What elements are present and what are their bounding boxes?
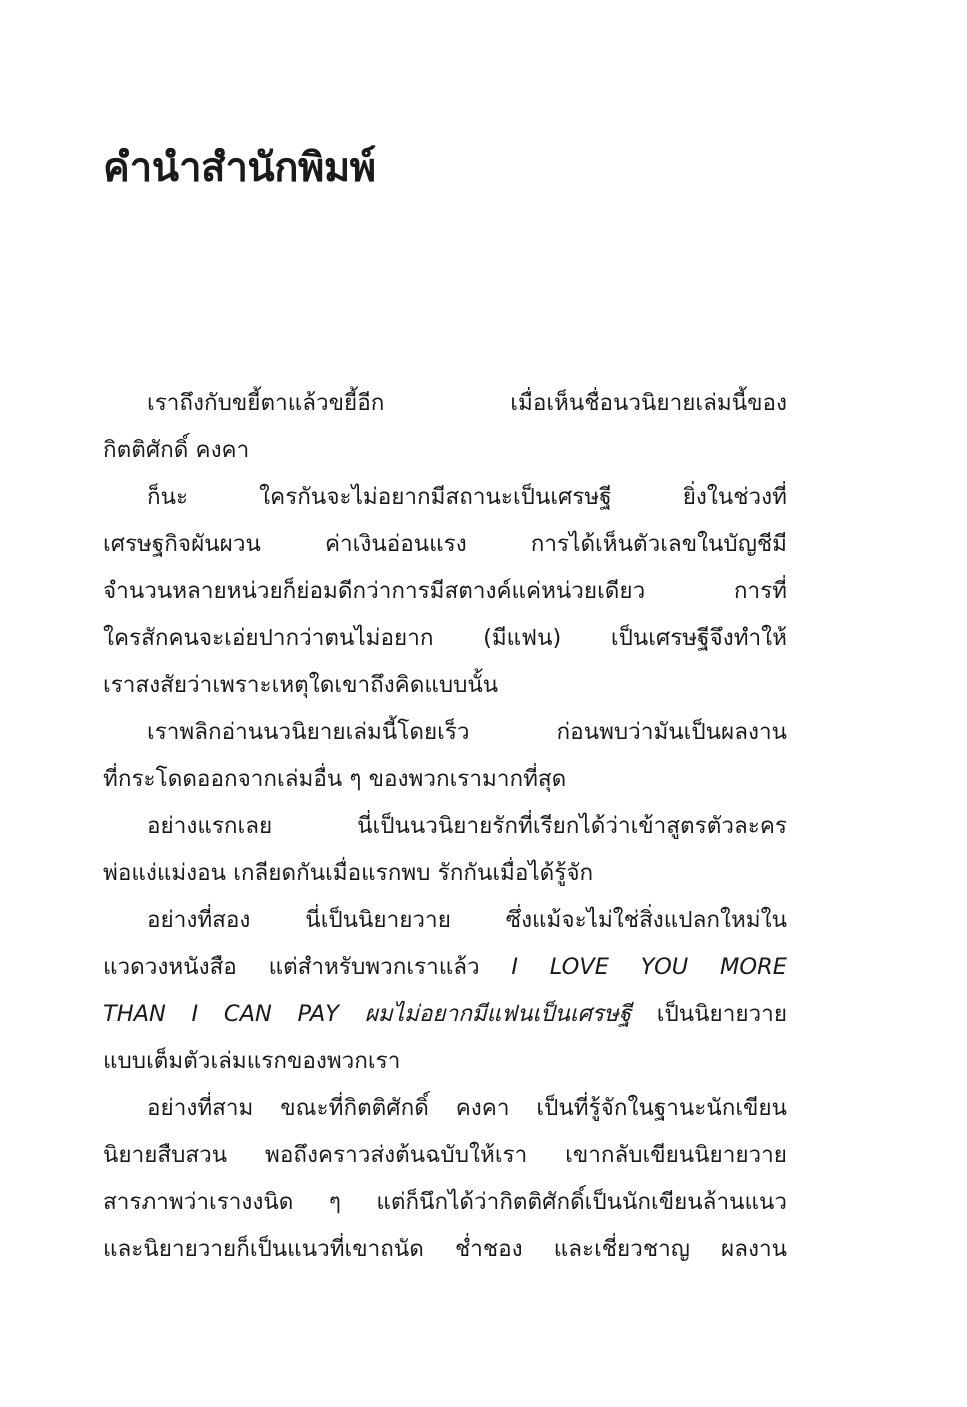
book-title-italic: THAN I CAN PAY ผมไม่อยากมีแฟนเป็นเศรษฐี [103, 1001, 632, 1027]
text-line: พ่อแง่แม่งอน เกลียดกันเมื่อแรกพบ รักกันเมื่อได้รู้จัก [103, 860, 594, 886]
text-line: และนิยายวายก็เป็นแนวที่เขาถนัด ช่ำชอง และเชี่ยวชาญ ผลงาน [103, 1236, 787, 1262]
body-text [103, 380, 787, 1273]
text-line: สารภาพว่าเรางงนิด ๆ แต่ก็นึกได้ว่ากิตติศักดิ์เป็นนักเขียนล้านแนว [103, 1189, 787, 1215]
text-line: ที่กระโดดออกจากเล่มอื่น ๆ ของพวกเรามากที่สุด [103, 766, 567, 792]
text-line: อย่างที่สาม ขณะที่กิตติศักดิ์ คงคา เป็นที่รู้จักในฐานะนักเขียน [147, 1095, 787, 1121]
text-line [103, 991, 787, 1038]
text-line [103, 944, 787, 991]
text-line: อย่างที่สอง นี่เป็นนิยายวาย ซึ่งแม้จะไม่ใช่สิ่งแปลกใหม่ใน [147, 907, 787, 933]
text-line: ก็นะ ใครกันจะไม่อยากมีสถานะเป็นเศรษฐี ยิ่งในช่วงที่ [147, 484, 787, 510]
text-line: ใครสักคนจะเอ่ยปากว่าตนไม่อยาก (มีแฟน) เป็นเศรษฐีจึงทำให้ [103, 625, 787, 651]
text-line: เราถึงกับขยี้ตาแล้วขยี้อีก เมื่อเห็นชื่อนวนิยายเล่มนี้ของ [147, 390, 787, 416]
text-segment: แวดวงหนังสือ แต่สำหรับพวกเราแล้ว [103, 954, 512, 980]
text-line: จำนวนหลายหน่วยก็ย่อมดีกว่าการมีสตางค์แค่หน่วยเดียว การที่ [103, 578, 787, 604]
book-title-italic: I LOVE YOU MORE [511, 954, 787, 980]
text-line: นิยายสืบสวน พอถึงคราวส่งต้นฉบับให้เรา เขากลับเขียนนิยายวาย [103, 1142, 787, 1168]
text-line: เราสงสัยว่าเพราะเหตุใดเขาถึงคิดแบบนั้น [103, 672, 499, 698]
text-line: เราพลิกอ่านนวนิยายเล่มนี้โดยเร็ว ก่อนพบว่ามันเป็นผลงาน [147, 719, 787, 745]
text-line: แบบเต็มตัวเล่มแรกของพวกเรา [103, 1048, 401, 1074]
text-line: อย่างแรกเลย นี่เป็นนวนิยายรักที่เรียกได้ว่าเข้าสูตรตัวละคร [147, 813, 787, 839]
text-segment: เป็นนิยายวาย [631, 1001, 787, 1027]
text-line: เศรษฐกิจผันผวน ค่าเงินอ่อนแรง การได้เห็นตัวเลขในบัญชีมี [103, 531, 787, 557]
page-title: คำนำสำนักพิมพ์ [103, 145, 376, 191]
text-line: กิตติศักดิ์ คงคา [103, 437, 250, 463]
